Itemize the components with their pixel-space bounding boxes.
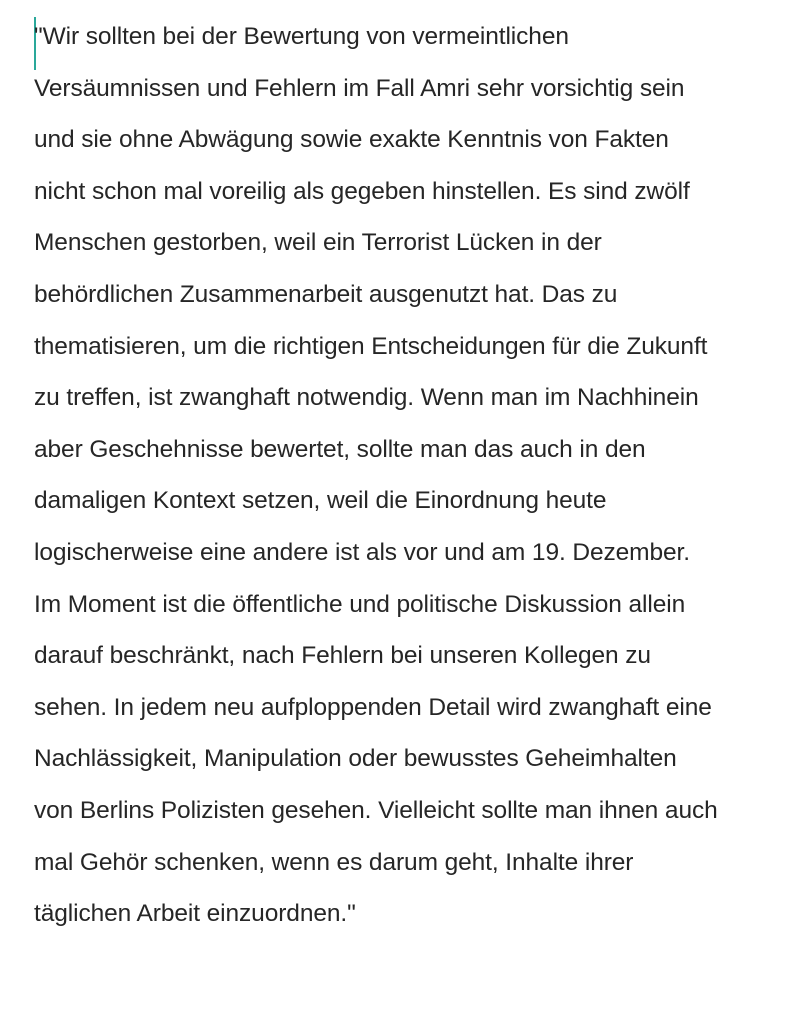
quote-line: Nachlässigkeit, Manipulation oder bewusstes Geheimhalten — [34, 745, 677, 773]
quote-line: aber Geschehnisse bewertet, sollte man das auch in den — [34, 435, 646, 463]
quote-line: thematisieren, um die richtigen Entscheidungen für die Zukunft — [34, 332, 708, 360]
quote-line: Menschen gestorben, weil ein Terrorist Lücken in der — [34, 229, 602, 257]
quote-line: logischerweise eine andere ist als vor und am 19. Dezember. — [34, 538, 690, 566]
quote-text-block — [34, 11, 784, 940]
quote-line: Versäumnissen und Fehlern im Fall Amri sehr vorsichtig sein — [34, 74, 685, 102]
quote-line: mal Gehör schenken, wenn es darum geht, Inhalte ihrer — [34, 848, 634, 876]
quote-line: täglichen Arbeit einzuordnen." — [34, 900, 356, 928]
quote-line: behördlichen Zusammenarbeit ausgenutzt hat. Das zu — [34, 280, 618, 308]
quote-line: sehen. In jedem neu aufploppenden Detail wird zwanghaft eine — [34, 693, 712, 721]
quote-line: nicht schon mal voreilig als gegeben hinstellen. Es sind zwölf — [34, 177, 690, 205]
quote-line: von Berlins Polizisten gesehen. Vielleicht sollte man ihnen auch — [34, 796, 718, 824]
quote-line: zu treffen, ist zwanghaft notwendig. Wenn man im Nachhinein — [34, 384, 699, 412]
quote-line: darauf beschränkt, nach Fehlern bei unseren Kollegen zu — [34, 642, 651, 670]
quote-line: damaligen Kontext setzen, weil die Einordnung heute — [34, 487, 607, 515]
quote-line: und sie ohne Abwägung sowie exakte Kenntnis von Fakten — [34, 126, 669, 154]
quote-line: "Wir sollten bei der Bewertung von vermeintlichen — [34, 23, 569, 50]
quote-line: Im Moment ist die öffentliche und politische Diskussion allein — [34, 590, 686, 618]
